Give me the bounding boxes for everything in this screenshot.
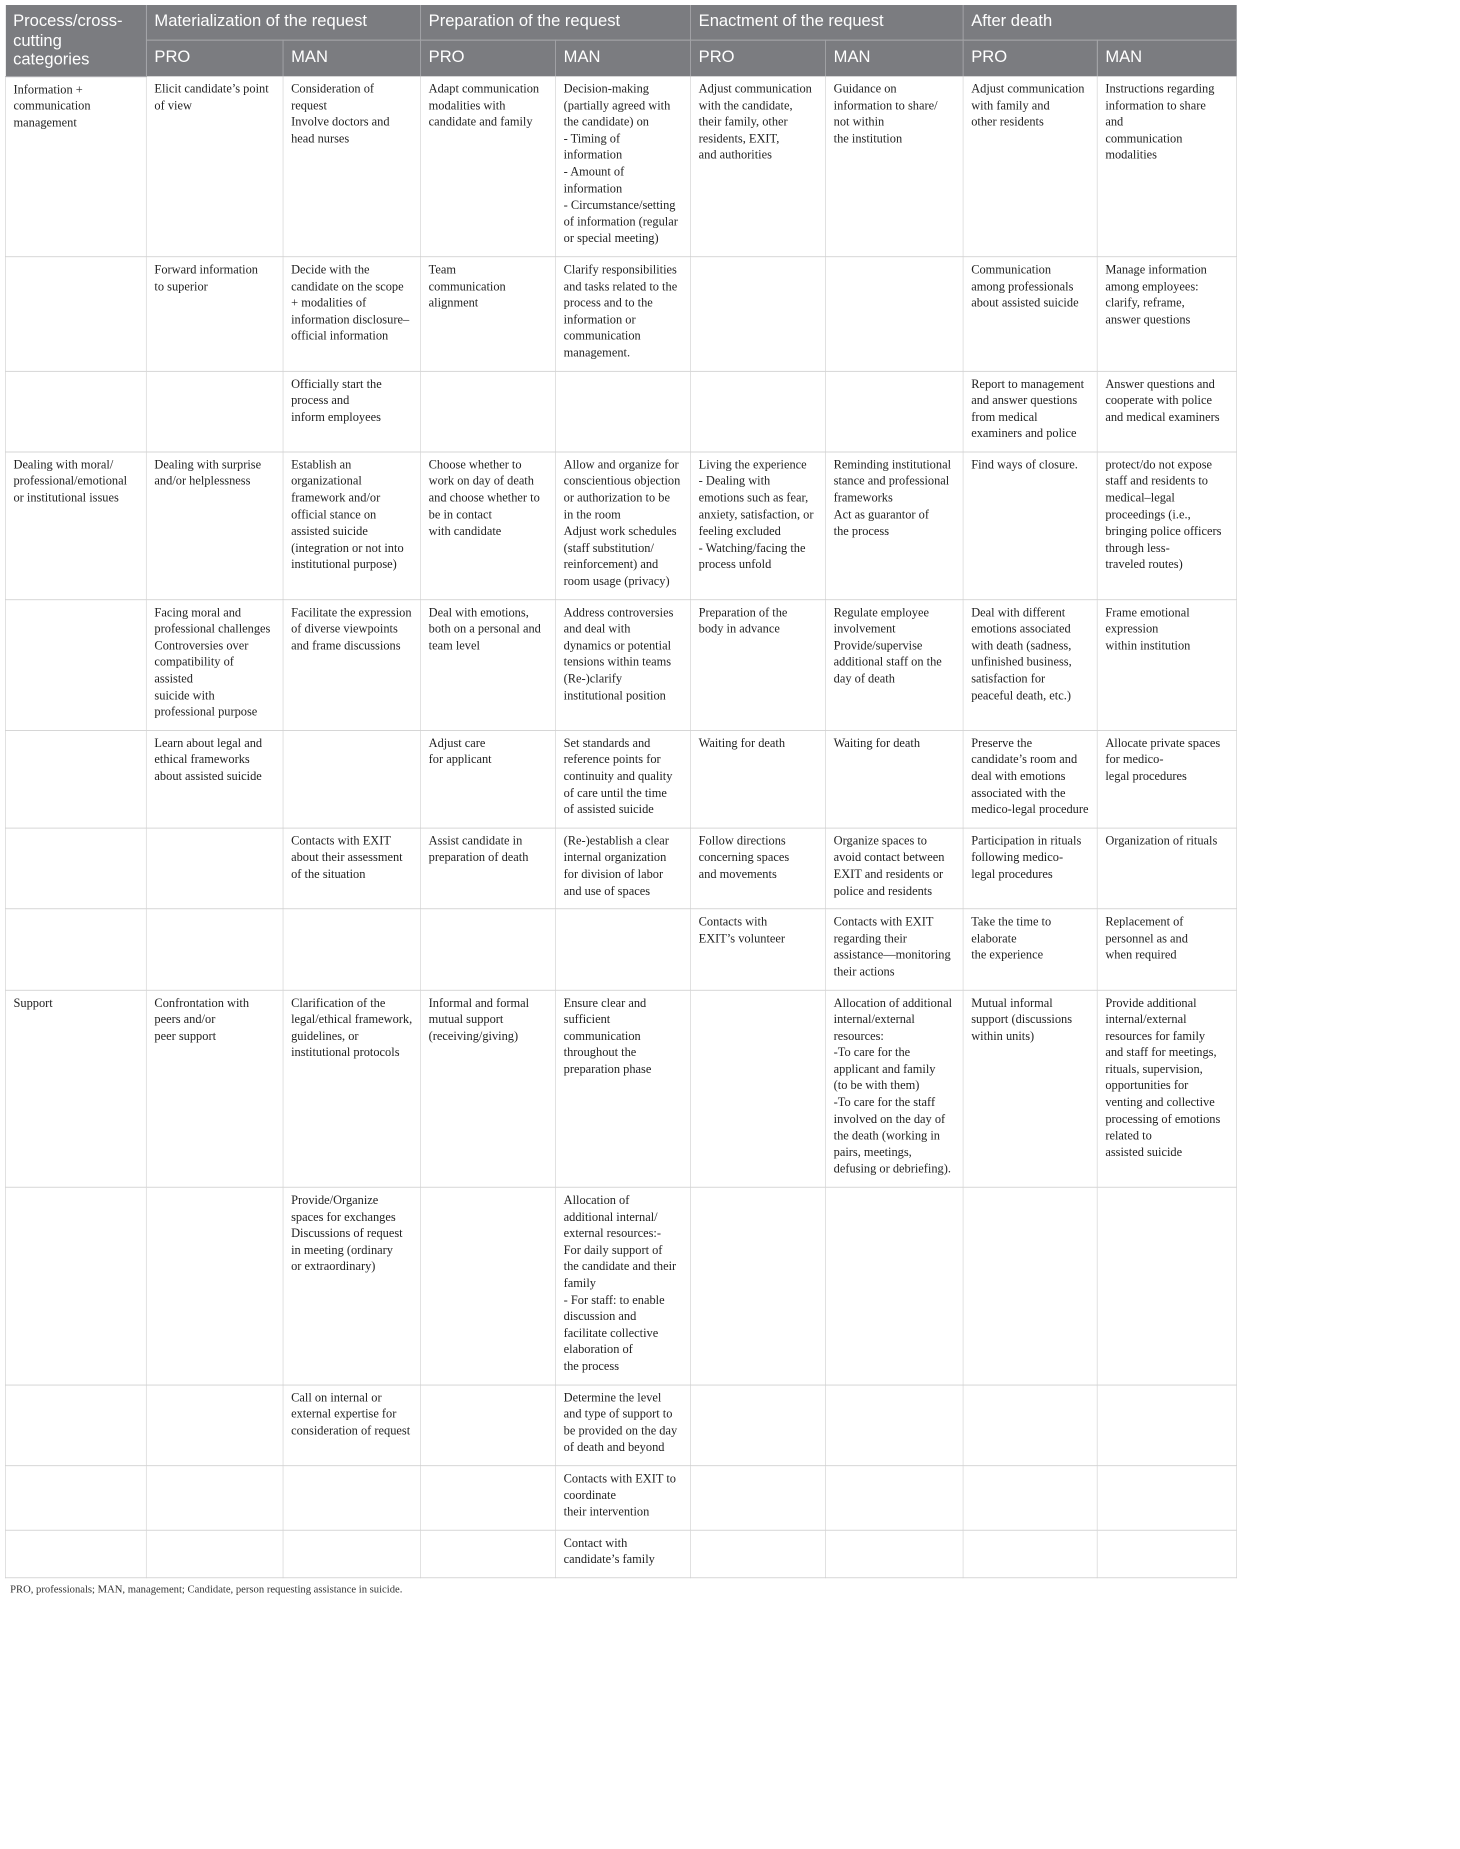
table-cell: Regulate employee involvement Provide/supervise additional staff on the day of death: [826, 599, 964, 730]
table-cell: [1097, 1187, 1236, 1384]
table-cell: Waiting for death: [826, 730, 964, 828]
table-header: [5, 5, 1236, 76]
table-cell: Deal with emotions, both on a personal and team level: [421, 599, 556, 730]
table-cell: Waiting for death: [691, 730, 826, 828]
table-row: [5, 599, 1236, 730]
table-cell: Confrontation with peers and/or peer support: [146, 990, 283, 1187]
table-cell: [691, 257, 826, 371]
table-cell: Allocate private spaces for medico- legal procedures: [1097, 730, 1236, 828]
table-cell: [146, 1466, 283, 1530]
row-category-cell: [5, 1385, 146, 1466]
table-cell: [826, 1530, 964, 1578]
table-cell: Choose whether to work on day of death and choose whether to be in contact with candidate: [421, 452, 556, 600]
table-cell: [146, 1385, 283, 1466]
row-category-cell: [5, 909, 146, 990]
row-category-cell: [5, 371, 146, 452]
row-category-cell: [5, 1530, 146, 1578]
table-cell: Ensure clear and sufficient communication throughout the preparation phase: [556, 990, 691, 1187]
subheader-pro: PRO: [421, 40, 556, 76]
table-row: [5, 1466, 1236, 1530]
table-cell: Decision-making (partially agreed with the candidate) on - Timing of information - Amount of information - Circumstance/setting of information (regular or special meeting): [556, 76, 691, 256]
table-cell: Organization of rituals: [1097, 828, 1236, 909]
table-cell: [963, 1466, 1097, 1530]
table-cell: Manage information among employees: clarify, reframe, answer questions: [1097, 257, 1236, 371]
table-cell: Decide with the candidate on the scope + modalities of information disclosure– official information: [283, 257, 421, 371]
table-cell: Answer questions and cooperate with police and medical examiners: [1097, 371, 1236, 452]
table-cell: Guidance on information to share/ not within the institution: [826, 76, 964, 256]
table-cell: [963, 1187, 1097, 1384]
header-phase-materialization: Materialization of the request: [146, 5, 420, 40]
table-cell: Officially start the process and inform employees: [283, 371, 421, 452]
table-cell: Facing moral and professional challenges Controversies over compatibility of assisted suicide with professional purpose: [146, 599, 283, 730]
table-cell: [283, 1466, 421, 1530]
table-cell: [826, 1385, 964, 1466]
table-cell: Adjust communication with the candidate, their family, other residents, EXIT, and authorities: [691, 76, 826, 256]
table-cell: [421, 909, 556, 990]
table-row: [5, 990, 1236, 1187]
header-phase-after-death: After death: [963, 5, 1236, 40]
table-cell: Call on internal or external expertise for consideration of request: [283, 1385, 421, 1466]
table-cell: [283, 909, 421, 990]
table-cell: Participation in rituals following medico- legal procedures: [963, 828, 1097, 909]
row-category-cell: Information + communication management: [5, 76, 146, 256]
header-phase-preparation: Preparation of the request: [421, 5, 691, 40]
table-cell: Allocation of additional internal/external resources: -To care for the applicant and family (to be with them) -To care for the staff involved on the day of the death (working in pairs, meetings, defusing or debriefing).: [826, 990, 964, 1187]
table-cell: Report to management and answer questions from medical examiners and police: [963, 371, 1097, 452]
table-cell: [283, 1530, 421, 1578]
table-row: [5, 257, 1236, 371]
table-cell: Learn about legal and ethical frameworks about assisted suicide: [146, 730, 283, 828]
table-cell: Determine the level and type of support to be provided on the day of death and beyond: [556, 1385, 691, 1466]
table-container: [5, 5, 1236, 1596]
table-cell: Set standards and reference points for continuity and quality of care until the time of assisted suicide: [556, 730, 691, 828]
table-row: [5, 828, 1236, 909]
table-cell: [146, 371, 283, 452]
row-category-cell: [5, 1187, 146, 1384]
subheader-man: MAN: [283, 40, 421, 76]
table-cell: [421, 1530, 556, 1578]
row-category-cell: Dealing with moral/ professional/emotional or institutional issues: [5, 452, 146, 600]
table-cell: [1097, 1530, 1236, 1578]
table-cell: Organize spaces to avoid contact between EXIT and residents or police and residents: [826, 828, 964, 909]
table-cell: [826, 371, 964, 452]
table-cell: Adjust care for applicant: [421, 730, 556, 828]
table-cell: [421, 371, 556, 452]
table-cell: Consideration of request Involve doctors and head nurses: [283, 76, 421, 256]
table-cell: Allow and organize for conscientious objection or authorization to be in the room Adjust work schedules (staff substitution/ reinforcement) and room usage (privacy): [556, 452, 691, 600]
table-cell: Find ways of closure.: [963, 452, 1097, 600]
table-cell: [826, 257, 964, 371]
table-cell: [556, 371, 691, 452]
table-row: [5, 76, 1236, 256]
table-cell: [146, 909, 283, 990]
subheader-man: MAN: [1097, 40, 1236, 76]
table-cell: Mutual informal support (discussions within units): [963, 990, 1097, 1187]
table-cell: Facilitate the expression of diverse viewpoints and frame discussions: [283, 599, 421, 730]
row-category-cell: [5, 730, 146, 828]
table-cell: Elicit candidate’s point of view: [146, 76, 283, 256]
table-cell: Provide additional internal/external resources for family and staff for meetings, rituals, supervision, opportunities for venting and collective processing of emotions related to assisted suicide: [1097, 990, 1236, 1187]
table-row: [5, 1530, 1236, 1578]
table-cell: [963, 1385, 1097, 1466]
table-cell: Clarification of the legal/ethical framework, guidelines, or institutional protocols: [283, 990, 421, 1187]
table-cell: Allocation of additional internal/ external resources:- For daily support of the candidate and their family - For staff: to enable discussion and facilitate collective elaboration of the process: [556, 1187, 691, 1384]
table-cell: Living the experience - Dealing with emotions such as fear, anxiety, satisfaction, or feeling excluded - Watching/facing the process unfold: [691, 452, 826, 600]
row-category-cell: [5, 257, 146, 371]
table-cell: [691, 1187, 826, 1384]
table-cell: [1097, 1385, 1236, 1466]
table-cell: Assist candidate in preparation of death: [421, 828, 556, 909]
table-cell: [421, 1385, 556, 1466]
table-cell: [556, 909, 691, 990]
table-cell: [691, 371, 826, 452]
table-cell: [963, 1530, 1097, 1578]
table-cell: [146, 828, 283, 909]
table-row: [5, 909, 1236, 990]
table-cell: [146, 1187, 283, 1384]
table-body: [5, 76, 1236, 1577]
table-cell: protect/do not expose staff and residents to medical–legal proceedings (i.e., bringing police officers through less- traveled routes): [1097, 452, 1236, 600]
table-cell: Establish an organizational framework and/or official stance on assisted suicide (integration or not into institutional purpose): [283, 452, 421, 600]
table-row: [5, 371, 1236, 452]
table-cell: Communication among professionals about assisted suicide: [963, 257, 1097, 371]
table-cell: [691, 990, 826, 1187]
table-row: [5, 730, 1236, 828]
table-cell: [826, 1187, 964, 1384]
table-cell: Clarify responsibilities and tasks related to the process and to the information or communication management.: [556, 257, 691, 371]
table-cell: [283, 730, 421, 828]
subheader-pro: PRO: [691, 40, 826, 76]
table-cell: Dealing with surprise and/or helplessness: [146, 452, 283, 600]
table-cell: [421, 1187, 556, 1384]
table-cell: Contacts with EXIT’s volunteer: [691, 909, 826, 990]
table-cell: Team communication alignment: [421, 257, 556, 371]
table-cell: Take the time to elaborate the experience: [963, 909, 1097, 990]
table-cell: Preserve the candidate’s room and deal with emotions associated with the medico-legal procedure: [963, 730, 1097, 828]
table-cell: [146, 1530, 283, 1578]
table-cell: [1097, 1466, 1236, 1530]
row-category-cell: [5, 599, 146, 730]
table-cell: Forward information to superior: [146, 257, 283, 371]
subheader-pro: PRO: [146, 40, 283, 76]
subheader-man: MAN: [556, 40, 691, 76]
table-cell: Contacts with EXIT to coordinate their intervention: [556, 1466, 691, 1530]
table-cell: [691, 1385, 826, 1466]
table-cell: [691, 1466, 826, 1530]
table-cell: Informal and formal mutual support (receiving/giving): [421, 990, 556, 1187]
table-cell: Adapt communication modalities with candidate and family: [421, 76, 556, 256]
table-cell: Reminding institutional stance and professional frameworks Act as guarantor of the process: [826, 452, 964, 600]
table-cell: Follow directions concerning spaces and movements: [691, 828, 826, 909]
table-cell: Instructions regarding information to share and communication modalities: [1097, 76, 1236, 256]
table-row: [5, 1187, 1236, 1384]
subheader-pro: PRO: [963, 40, 1097, 76]
table-row: [5, 452, 1236, 600]
table-cell: Contact with candidate’s family: [556, 1530, 691, 1578]
table-row: [5, 1385, 1236, 1466]
header-category: Process/cross-cutting categories: [5, 5, 146, 76]
data-table: [5, 5, 1237, 1578]
table-cell: Frame emotional expression within institution: [1097, 599, 1236, 730]
table-cell: [421, 1466, 556, 1530]
row-category-cell: [5, 828, 146, 909]
table-cell: Address controversies and deal with dynamics or potential tensions within teams (Re-)clarify institutional position: [556, 599, 691, 730]
table-cell: Provide/Organize spaces for exchanges Discussions of request in meeting (ordinary or extraordinary): [283, 1187, 421, 1384]
table-cell: Deal with different emotions associated with death (sadness, unfinished business, satisfaction for peaceful death, etc.): [963, 599, 1097, 730]
row-category-cell: Support: [5, 990, 146, 1187]
table-cell: [826, 1466, 964, 1530]
subheader-man: MAN: [826, 40, 964, 76]
table-cell: [691, 1530, 826, 1578]
table-cell: (Re-)establish a clear internal organization for division of labor and use of spaces: [556, 828, 691, 909]
table-footnote: PRO, professionals; MAN, management; Candidate, person requesting assistance in suicide.: [10, 1583, 403, 1596]
table-cell: Contacts with EXIT regarding their assistance—monitoring their actions: [826, 909, 964, 990]
table-cell: Contacts with EXIT about their assessment of the situation: [283, 828, 421, 909]
header-phase-enactment: Enactment of the request: [691, 5, 964, 40]
row-category-cell: [5, 1466, 146, 1530]
table-cell: Replacement of personnel as and when required: [1097, 909, 1236, 990]
table-cell: Adjust communication with family and other residents: [963, 76, 1097, 256]
table-cell: Preparation of the body in advance: [691, 599, 826, 730]
